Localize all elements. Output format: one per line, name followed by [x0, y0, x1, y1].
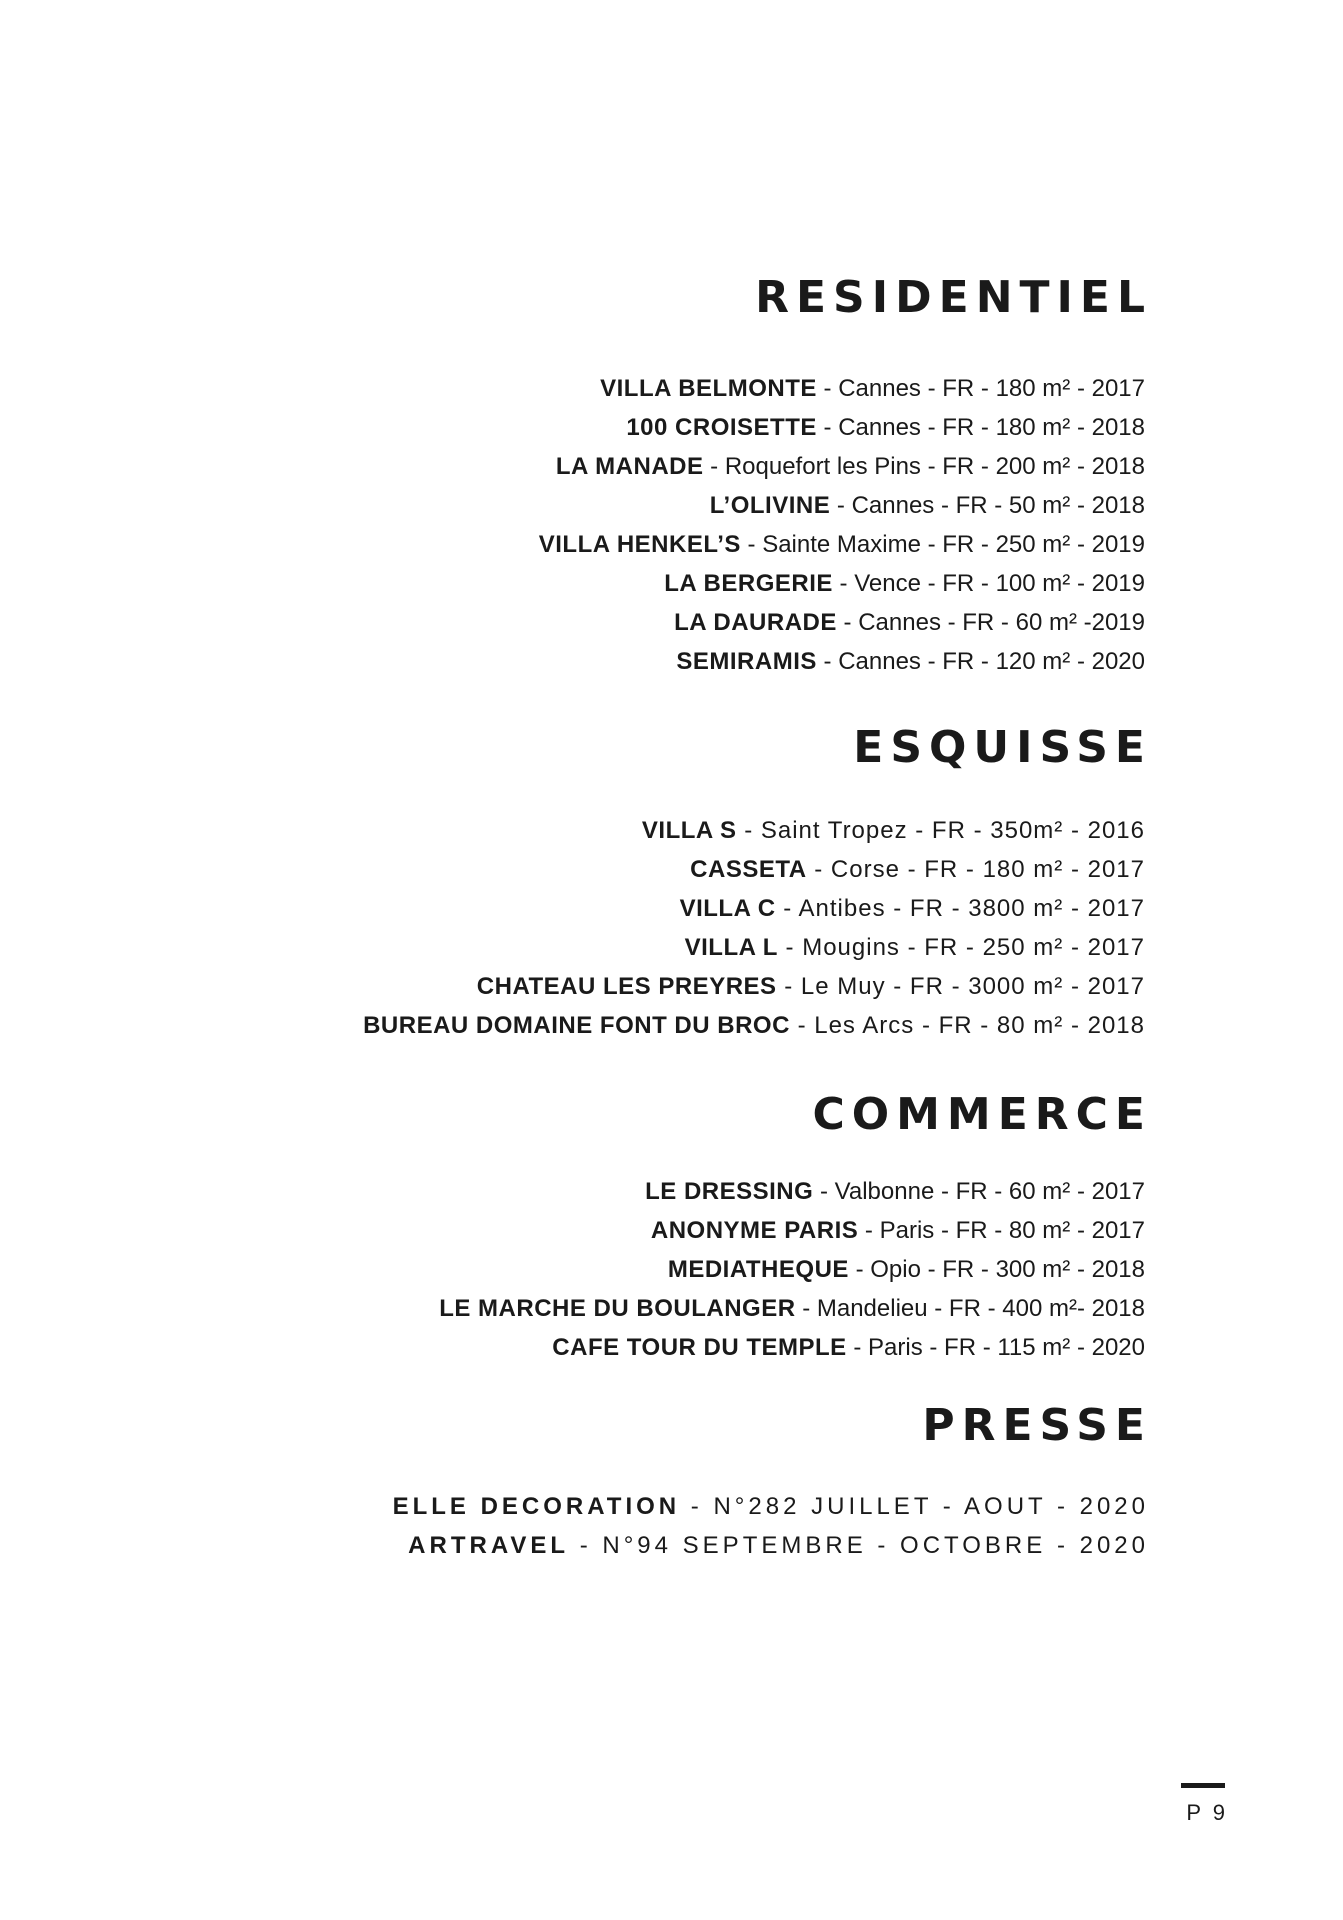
project-details: - Mougins - FR - 250 m² - 2017 [777, 934, 1145, 961]
list-item [539, 408, 1145, 447]
project-name: CHATEAU LES PREYRES [476, 973, 777, 1000]
presse-list [392, 1487, 1149, 1565]
project-details: - Valbonne - FR - 60 m² - 2017 [813, 1178, 1145, 1205]
list-item [539, 486, 1145, 525]
project-details: - Cannes - FR - 120 m² - 2020 [816, 648, 1145, 675]
project-name: L’OLIVINE [709, 492, 831, 519]
list-item [393, 1487, 1149, 1526]
project-details: - Paris - FR - 115 m² - 2020 [846, 1334, 1145, 1361]
residentiel-list [539, 369, 1145, 681]
list-item [439, 1289, 1145, 1328]
project-details: - Cannes - FR - 180 m² - 2017 [816, 375, 1145, 402]
list-item [363, 1006, 1145, 1045]
project-name: SEMIRAMIS [676, 648, 817, 675]
project-name: VILLA L [684, 934, 778, 961]
section-title-residentiel: RESIDENTIEL [755, 272, 1152, 323]
list-item [539, 525, 1145, 564]
list-item [439, 1211, 1145, 1250]
project-details: - Opio - FR - 300 m² - 2018 [848, 1256, 1145, 1283]
project-details: - Vence - FR - 100 m² - 2019 [832, 570, 1145, 597]
project-details: - Roquefort les Pins - FR - 200 m² - 2018 [703, 453, 1145, 480]
project-name: VILLA HENKEL’S [538, 531, 741, 558]
project-details: - Antibes - FR - 3800 m² - 2017 [775, 895, 1145, 922]
page-number [1181, 1783, 1228, 1826]
list-item [439, 1328, 1145, 1367]
list-item [539, 603, 1145, 642]
publication-details: - N°94 SEPTEMBRE - OCTOBRE - 2020 [569, 1532, 1149, 1559]
project-name: LE MARCHE DU BOULANGER [439, 1295, 796, 1322]
list-item [539, 369, 1145, 408]
project-name: LA BERGERIE [664, 570, 833, 597]
project-name: LA MANADE [555, 453, 704, 480]
project-details: - Cannes - FR - 60 m² -2019 [836, 609, 1145, 636]
section-title-esquisse: ESQUISSE [853, 722, 1152, 773]
project-name: ANONYME PARIS [650, 1217, 859, 1244]
section-title-commerce: COMMERCE [812, 1089, 1152, 1140]
project-name: VILLA S [641, 817, 737, 844]
project-name: CASSETA [690, 856, 807, 883]
list-item [363, 850, 1145, 889]
project-details: - Cannes - FR - 180 m² - 2018 [816, 414, 1145, 441]
project-details: - Saint Tropez - FR - 350m² - 2016 [736, 817, 1145, 844]
list-item [539, 642, 1145, 681]
list-item [363, 928, 1145, 967]
commerce-list [439, 1172, 1145, 1367]
list-item [363, 967, 1145, 1006]
project-details: - Cannes - FR - 50 m² - 2018 [830, 492, 1145, 519]
list-item [393, 1526, 1149, 1565]
esquisse-list [363, 811, 1145, 1045]
publication-details: - N°282 JUILLET - AOUT - 2020 [680, 1493, 1149, 1520]
publication-name: ARTRAVEL [408, 1532, 570, 1559]
project-details: - Paris - FR - 80 m² - 2017 [858, 1217, 1145, 1244]
project-details: - Sainte Maxime - FR - 250 m² - 2019 [740, 531, 1145, 558]
section-title-presse: PRESSE [922, 1400, 1152, 1451]
publication-name: ELLE DECORATION [392, 1493, 681, 1520]
project-details: - Le Muy - FR - 3000 m² - 2017 [776, 973, 1145, 1000]
project-name: CAFE TOUR DU TEMPLE [552, 1334, 847, 1361]
project-name: VILLA C [679, 895, 776, 922]
list-item [363, 889, 1145, 928]
list-item [539, 564, 1145, 603]
project-details: - Corse - FR - 180 m² - 2017 [806, 856, 1145, 883]
project-name: LA DAURADE [674, 609, 837, 636]
project-name: MEDIATHEQUE [667, 1256, 849, 1283]
list-item [363, 811, 1145, 850]
page-number-bar [1181, 1783, 1225, 1788]
list-item [439, 1250, 1145, 1289]
project-name: VILLA BELMONTE [600, 375, 817, 402]
list-item [539, 447, 1145, 486]
project-name: LE DRESSING [645, 1178, 814, 1205]
project-details: - Mandelieu - FR - 400 m²- 2018 [795, 1295, 1145, 1322]
project-details: - Les Arcs - FR - 80 m² - 2018 [789, 1012, 1145, 1039]
page-number-label: P 9 [1186, 1800, 1228, 1825]
list-item [439, 1172, 1145, 1211]
project-name: BUREAU DOMAINE FONT DU BROC [363, 1012, 790, 1039]
project-name: 100 CROISETTE [626, 414, 817, 441]
